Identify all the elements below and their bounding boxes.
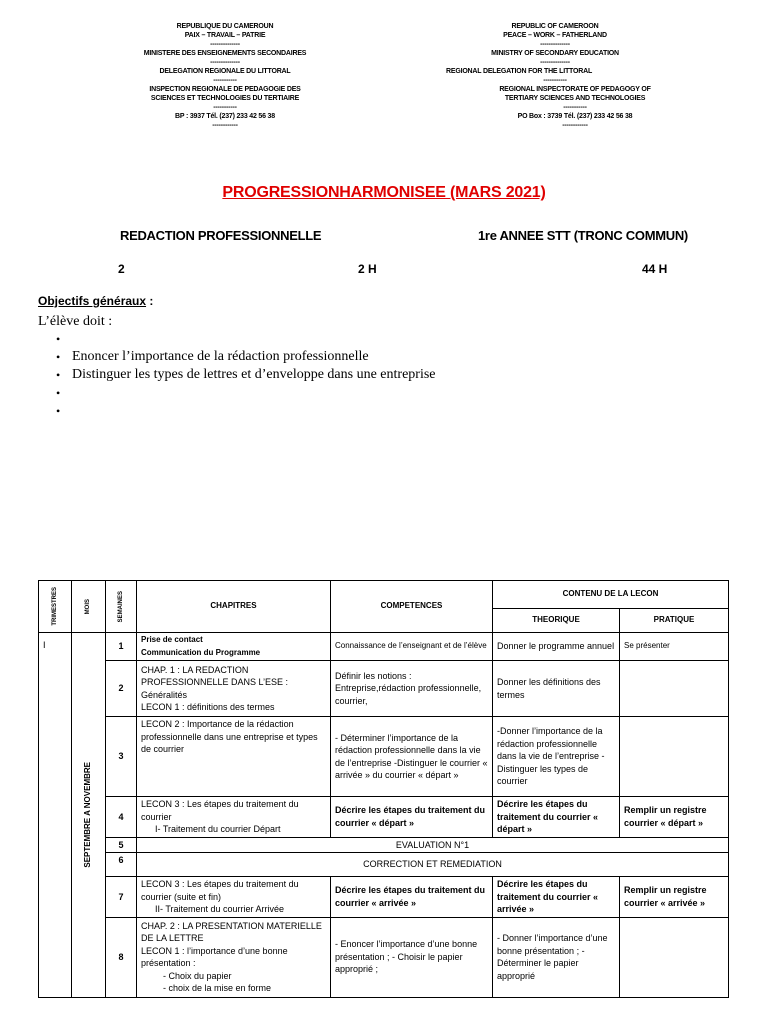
header-left-line: REPUBLIQUE DU CAMEROUN [176,23,274,30]
chapter-line: Communication du Programme [141,647,261,657]
chapter-cell [137,917,331,997]
header-mois-label: MOIS [85,598,92,615]
header-mois [72,581,106,633]
header-left-line: DELEGATION REGIONALE DU LITTORAL [159,68,291,75]
objective-item [38,402,436,420]
number-b: 2 H [358,262,377,276]
chapter-cell [137,877,331,918]
theorique-cell: Décrire les étapes du traitement du courrier « départ » [493,797,620,838]
header-left [140,22,310,130]
objective-item [38,330,436,348]
table-row [39,717,729,797]
header-right-line: PO Box : 3739 Tél. (237) 233 42 56 38 [517,113,633,120]
objective-item [38,384,436,402]
week-number: 4 [106,797,137,838]
subject-name: REDACTION PROFESSIONNELLE [120,228,322,243]
week-number: 2 [106,661,137,717]
week-number: 7 [106,877,137,918]
theorique-cell: Décrire les étapes du traitement du courrier « arrivée » [493,877,620,918]
week-number: 6 [106,853,137,877]
evaluation-cell: EVALUATION N°1 [137,837,729,853]
objectives-colon: : [146,294,154,308]
header-right-separator: ----------- [563,104,587,111]
header-right-separator: -------------- [540,41,570,48]
header-right-separator: ----------- [543,77,567,84]
objectives-title: Objectifs généraux [38,294,147,308]
theorique-cell: Donner les définitions des termes [493,661,620,717]
remediation-cell: CORRECTION ET REMEDIATION [137,853,729,877]
chapter-line: LECON 3 : Les étapes du traitement du courrier [141,799,299,822]
number-a: 2 [118,262,125,276]
chapter-line: Généralités [141,689,188,700]
mois-cell [72,633,106,998]
header-right-line: PEACE – WORK – FATHERLAND [503,32,607,39]
chapter-line: Prise de contact [141,635,203,644]
header-left-line: MINISTERE DES ENSEIGNEMENTS SECONDAIRES [143,50,307,57]
chapter-line: II- Traitement du courrier Arrivée [155,904,285,914]
header-right-line: REPUBLIC OF CAMEROON [511,23,599,30]
objectives-heading [38,294,153,308]
chapter-cell [137,797,331,838]
objective-item: • Enoncer l’importance de la rédaction professionnelle [38,348,436,366]
header-left-separator: ----------- [213,77,237,84]
header-left-line: BP : 3937 Tél. (237) 233 42 56 38 [175,113,275,120]
header-semaines [106,581,137,633]
competence-cell: Décrire les étapes du traitement du courrier « arrivée » [331,877,493,918]
document-title: PROGRESSIONHARMONISEE (MARS 2021) [222,184,546,201]
number-c: 44 H [642,262,668,276]
header-trimestres-label: TRIMESTRES [51,587,58,626]
week-number: 3 [106,717,137,797]
pratique-cell: Se présenter [620,633,729,661]
table-row [39,661,729,717]
header-left-separator: ------------ [212,122,238,129]
header-left-line: INSPECTION REGIONALE DE PEDAGOGIE DES [149,86,301,93]
header-left-separator: -------------- [210,41,240,48]
header-right-separator: -------------- [540,59,570,66]
theorique-cell: Donner le programme annuel [493,633,620,661]
chapter-line: I- Traitement du courrier Départ [155,824,281,834]
header-theorique: THEORIQUE [493,609,620,633]
week-number: 8 [106,917,137,997]
header-competences: COMPETENCES [331,581,493,633]
theorique-cell: -Donner l’importance de la rédaction professionnelle dans la vie de l’entreprise - Distinguer les types de courrier [493,717,620,797]
chapter-line: - Choix du papier [163,970,232,981]
pratique-cell: Remplir un registre courrier « arrivée » [620,877,729,918]
header-left-separator: -------------- [210,59,240,66]
header-semaines-label: SEMAINES [117,590,124,623]
table-row [39,853,729,877]
table-row [39,837,729,853]
header-right-line: TERTIARY SCIENCES AND TECHNOLOGIES [504,95,646,102]
header-right-line: REGIONAL DELEGATION FOR THE LITTORAL [446,68,593,75]
competence-cell: - Déterminer l’importance de la rédaction professionnelle dans la vie de l’entreprise -Distinguer le courrier « arrivée » du courrier « départ » [331,717,493,797]
mois-label: SEPTEMBRE A NOVEMBRE [83,761,93,868]
pratique-cell [620,917,729,997]
chapter-line: - choix de la mise en forme [163,983,272,993]
header-pratique: PRATIQUE [620,609,729,633]
week-number: 1 [106,633,137,661]
objective-item: • Distinguer les types de lettres et d’enveloppe dans une entreprise [38,366,436,384]
table-row [39,797,729,838]
header-right-line: MINISTRY OF SECONDARY EDUCATION [491,50,619,57]
table-row [39,633,729,661]
competence-cell: Connaissance de l’enseignant et de l’élève [331,633,493,661]
chapter-cell [137,717,331,797]
theorique-cell: - Donner l’importance d’une bonne présentation ; - Déterminer le papier approprié [493,917,620,997]
chapter-line: LECON 2 : Importance de la rédaction professionnelle dans une entreprise et types de courrier [141,719,318,754]
header-chapitres: CHAPITRES [137,581,331,633]
header-contenu: CONTENU DE LA LECON [493,581,729,609]
progression-table [38,580,729,998]
class-level: 1re ANNEE STT (TRONC COMMUN) [478,228,688,243]
chapter-line: LECON 1 : définitions des termes [141,702,275,712]
header-left-line: SCIENCES ET TECHNOLOGIES DU TERTIAIRE [150,95,300,102]
header-left-separator: ----------- [213,104,237,111]
chapter-line: CHAP. 2 : LA PRESENTATION MATERIELLE DE LA LETTRE [141,920,322,943]
pratique-cell [620,717,729,797]
objectives-intro: L’élève doit : [38,314,113,329]
pratique-cell: Remplir un registre courrier « départ » [620,797,729,838]
header-right-separator: ------------ [562,122,588,129]
header-right [440,22,670,130]
trimestre-cell: I [39,633,72,998]
pratique-cell [620,661,729,717]
chapter-cell [137,661,331,717]
competence-cell: - Enoncer l’importance d’une bonne présentation ; - Choisir le papier approprié ; [331,917,493,997]
chapter-line: LECON 3 : Les étapes du traitement du courrier (suite et fin) [141,879,299,902]
competence-cell: Décrire les étapes du traitement du courrier « départ » [331,797,493,838]
objectives-list [38,330,436,420]
chapter-line: CHAP. 1 : LA REDACTION PROFESSIONNELLE DANS L’ESE : [141,664,289,687]
table-row [39,917,729,997]
chapter-line: LECON 1 : l’importance d’une bonne présentation : [141,945,288,968]
header-trimestres [39,581,72,633]
chapter-cell [137,633,331,661]
week-number: 5 [106,837,137,853]
competence-cell: Définir les notions : Entreprise,rédaction professionnelle, courrier, [331,661,493,717]
table-row [39,877,729,918]
header-left-line: PAIX – TRAVAIL – PATRIE [184,32,266,39]
header-right-line: REGIONAL INSPECTORATE OF PEDAGOGY OF [499,86,651,93]
